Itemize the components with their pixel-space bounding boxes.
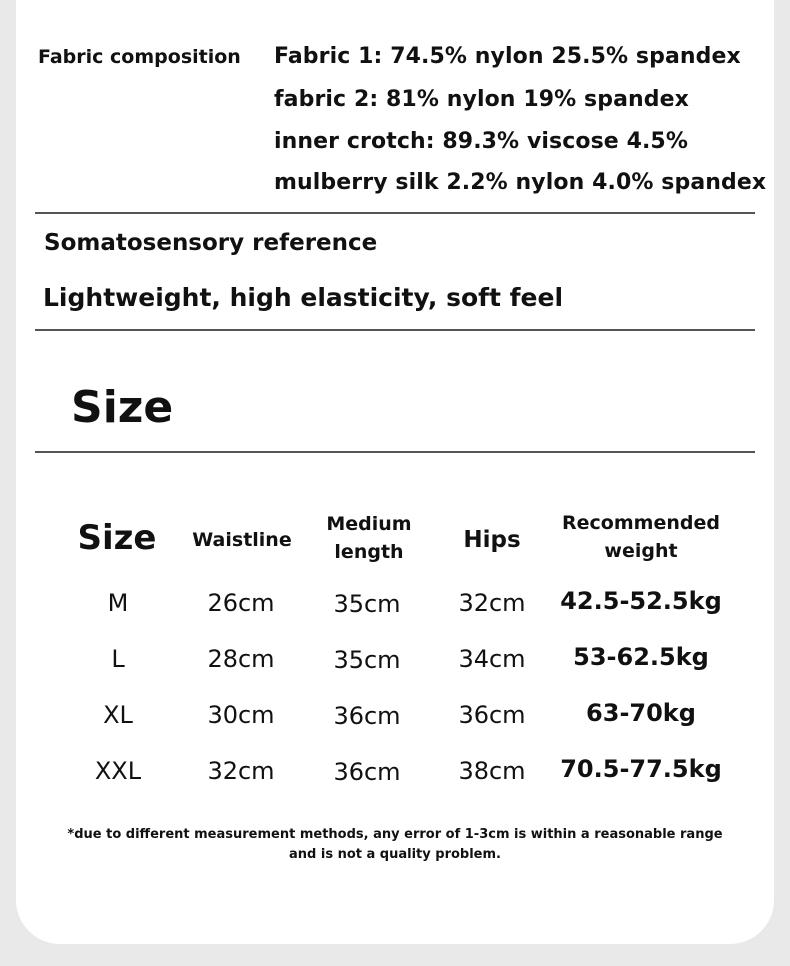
- row-xl-hips: 36cm: [458, 701, 526, 729]
- row-m-hips: 32cm: [458, 589, 526, 617]
- recommended-weight-header-line-1: Recommended: [562, 512, 720, 534]
- measurement-note-line-1: *due to different measurement methods, any error of 1-3cm is within a reasonable range: [67, 827, 723, 842]
- row-xl-waist: 30cm: [207, 701, 275, 729]
- fabric-composition-label: Fabric composition: [38, 46, 241, 68]
- measurement-note-line-2: and is not a quality problem.: [289, 847, 501, 862]
- divider-1: [35, 212, 755, 214]
- row-l-size: L: [111, 645, 125, 673]
- row-m-length: 35cm: [333, 590, 401, 618]
- size-column-header: Size: [77, 518, 157, 558]
- row-l-waist: 28cm: [207, 645, 275, 673]
- row-xxl-size: XXL: [94, 757, 142, 785]
- row-m-size: M: [107, 589, 129, 617]
- divider-3: [35, 451, 755, 453]
- medium-length-column-header: [314, 510, 424, 566]
- row-xl-length: 36cm: [333, 702, 401, 730]
- row-xxl-waist: 32cm: [207, 757, 275, 785]
- row-l-hips: 34cm: [458, 645, 526, 673]
- waistline-column-header: Waistline: [192, 529, 292, 551]
- somatosensory-text: Lightweight, high elasticity, soft feel: [43, 283, 564, 312]
- row-xl-size: XL: [103, 701, 133, 729]
- row-m-waist: 26cm: [207, 589, 275, 617]
- row-xl-weight: 63-70kg: [586, 699, 696, 727]
- hips-column-header: Hips: [463, 527, 521, 553]
- size-section-heading: Size: [71, 382, 174, 433]
- fabric-line-4: mulberry silk 2.2% nylon 4.0% spandex: [274, 170, 767, 195]
- row-l-weight: 53-62.5kg: [573, 643, 709, 671]
- row-m-weight: 42.5-52.5kg: [560, 587, 722, 615]
- fabric-line-3: inner crotch: 89.3% viscose 4.5%: [274, 129, 688, 154]
- row-l-length: 35cm: [333, 646, 401, 674]
- divider-2: [35, 329, 755, 331]
- recommended-weight-header-line-2: weight: [604, 540, 678, 562]
- medium-length-header-line-2: length: [334, 541, 404, 563]
- fabric-line-1: Fabric 1: 74.5% nylon 25.5% spandex: [274, 44, 741, 69]
- row-xxl-hips: 38cm: [458, 757, 526, 785]
- recommended-weight-column-header: [546, 509, 736, 565]
- row-xxl-weight: 70.5-77.5kg: [560, 755, 722, 783]
- row-xxl-length: 36cm: [333, 758, 401, 786]
- somatosensory-title: Somatosensory reference: [44, 230, 378, 256]
- measurement-note: [60, 825, 730, 865]
- fabric-line-2: fabric 2: 81% nylon 19% spandex: [274, 87, 689, 112]
- medium-length-header-line-1: Medium: [326, 513, 412, 535]
